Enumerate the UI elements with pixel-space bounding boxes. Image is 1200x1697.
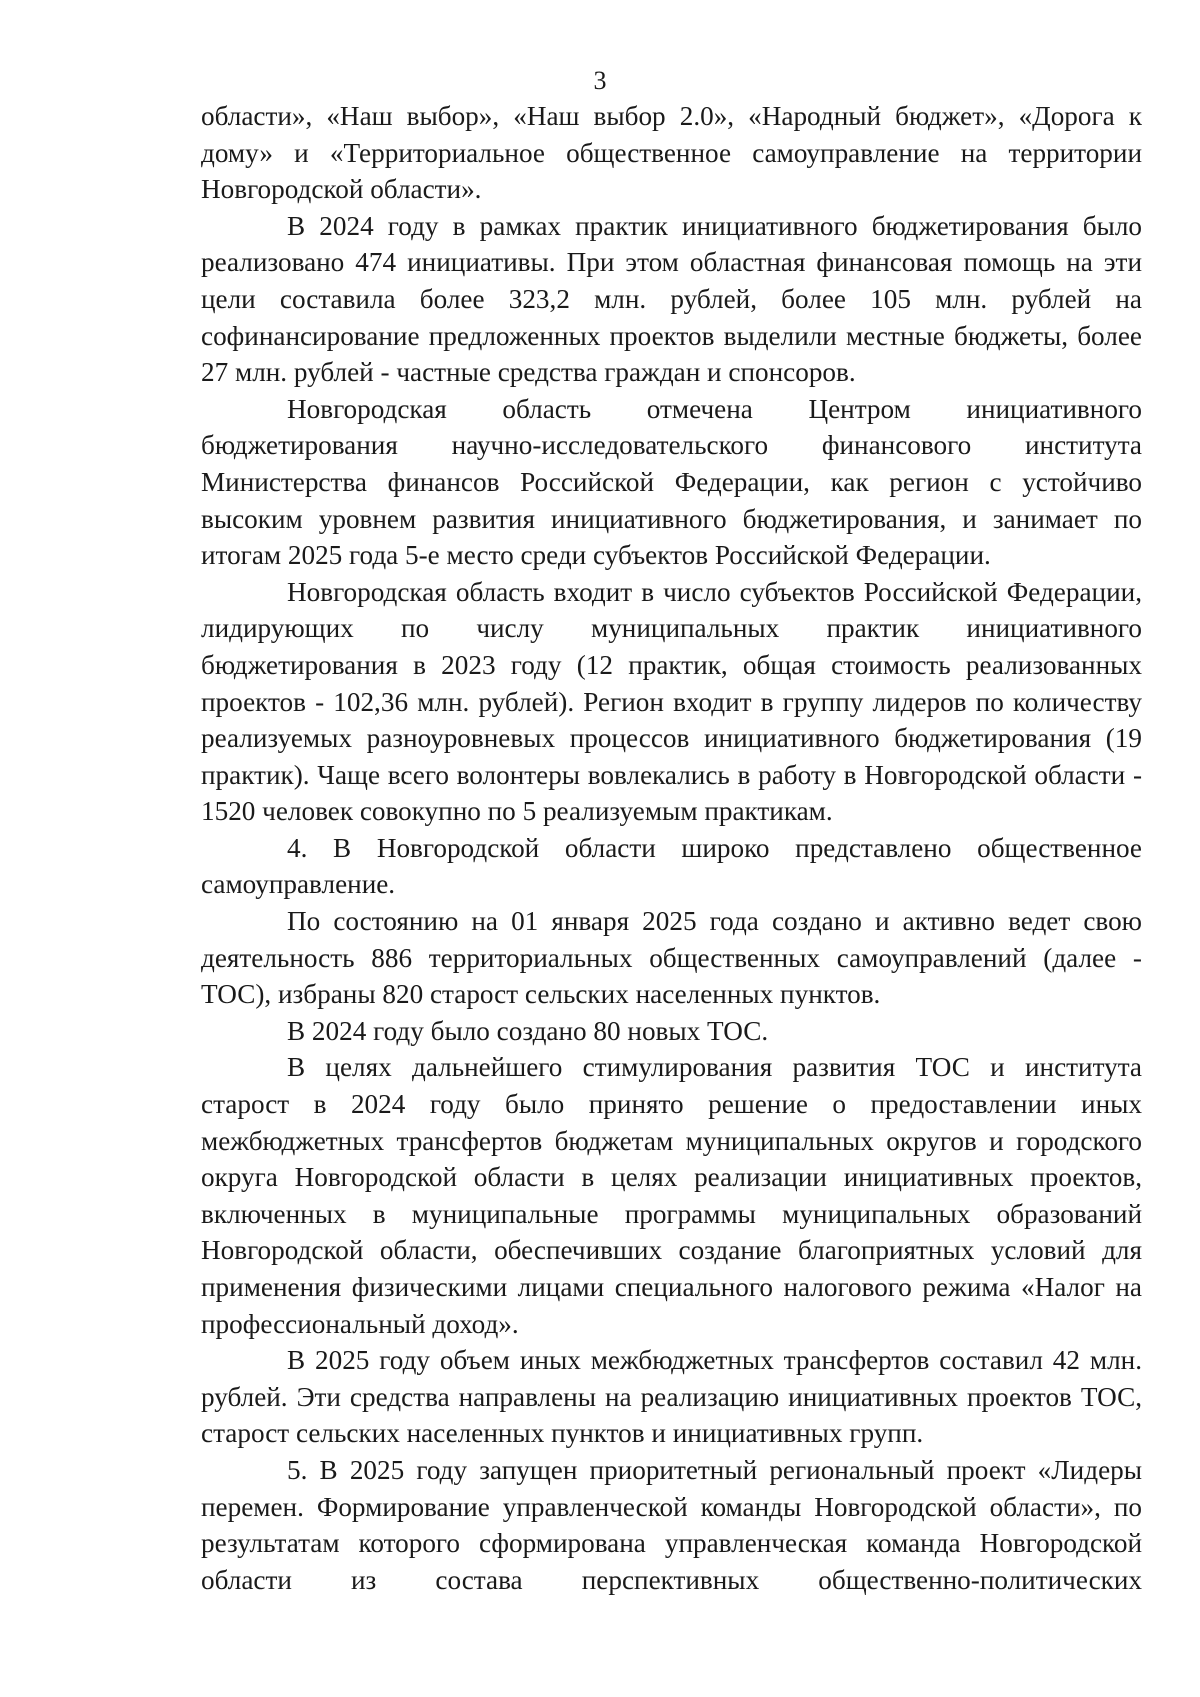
page-number: 3 (593, 66, 607, 95)
document-body (201, 98, 1142, 1598)
paragraph-transfers-2025: В 2025 году объем иных межбюджетных трансфертов составил 42 млн. рублей. Эти средства направлены на реализацию инициативных проектов ТОС, старост сельских населенных пунктов и инициативных групп. (201, 1345, 1142, 1449)
paragraph-ranking: Новгородская область отмечена Центром инициативного бюджетирования научно-исследовательского финансового института Министерства финансов Российской Федерации, как регион с устойчиво высоким уровнем развития инициативного бюджетирования, и занимает по итогам 2025 года 5-е место среди субъектов Российской Федерации. (201, 393, 1142, 571)
paragraph-tos-status: По состоянию на 01 января 2025 года создано и активно ведет свою деятельность 886 территориальных общественных самоуправлений (далее - ТОС), избраны 820 старост сельских населенных пунктов. (201, 906, 1142, 1010)
paragraph-leaders: Новгородская область входит в число субъектов Российской Федерации, лидирующих по числу муниципальных практик инициативного бюджетирования в 2023 году (12 практик, общая стоимость реализованных проектов - 102,36 млн. рублей). Регион входит в группу лидеров по количеству реализуемых разноуровневых процессов инициативного бюджетирования (19 практик). Чаще всего волонтеры вовлекались в работу в Новгородской области - 1520 человек совокупно по 5 реализуемым практикам. (201, 576, 1142, 827)
paragraph-continuation: области», «Наш выбор», «Наш выбор 2.0», «Народный бюджет», «Дорога к дому» и «Территориальное общественное самоуправление на территории Новгородской области». (201, 101, 1142, 205)
paragraph-budgeting-2024: В 2024 году в рамках практик инициативного бюджетирования было реализовано 474 инициативы. При этом областная финансовая помощь на эти цели составила более 323,2 млн. рублей, более 105 млн. рублей на софинансирование предложенных проектов выделили местные бюджеты, более 27 млн. рублей - частные средства граждан и спонсоров. (201, 210, 1142, 388)
paragraph-new-tos: В 2024 году было создано 80 новых ТОС. (287, 1015, 769, 1046)
paragraph-item-5: 5. В 2025 году запущен приоритетный региональный проект «Лидеры перемен. Формирование управленческой команды Новгородской области», по результатам которого сформирована управленческая команда Новгородской области из состава перспективных общественно-политических (201, 1454, 1142, 1595)
paragraph-transfers-decision: В целях дальнейшего стимулирования развития ТОС и института старост в 2024 году было принято решение о предоставлении иных межбюджетных трансфертов бюджетам муниципальных округов и городского округа Новгородской области в целях реализации инициативных проектов, включенных в муниципальные программы муниципальных образований Новгородской области, обеспечивших создание благоприятных условий для применения физическими лицами специального налогового режима «Налог на профессиональный доход». (201, 1052, 1142, 1339)
paragraph-item-4: 4. В Новгородской области широко представлено общественное самоуправление. (201, 832, 1142, 900)
